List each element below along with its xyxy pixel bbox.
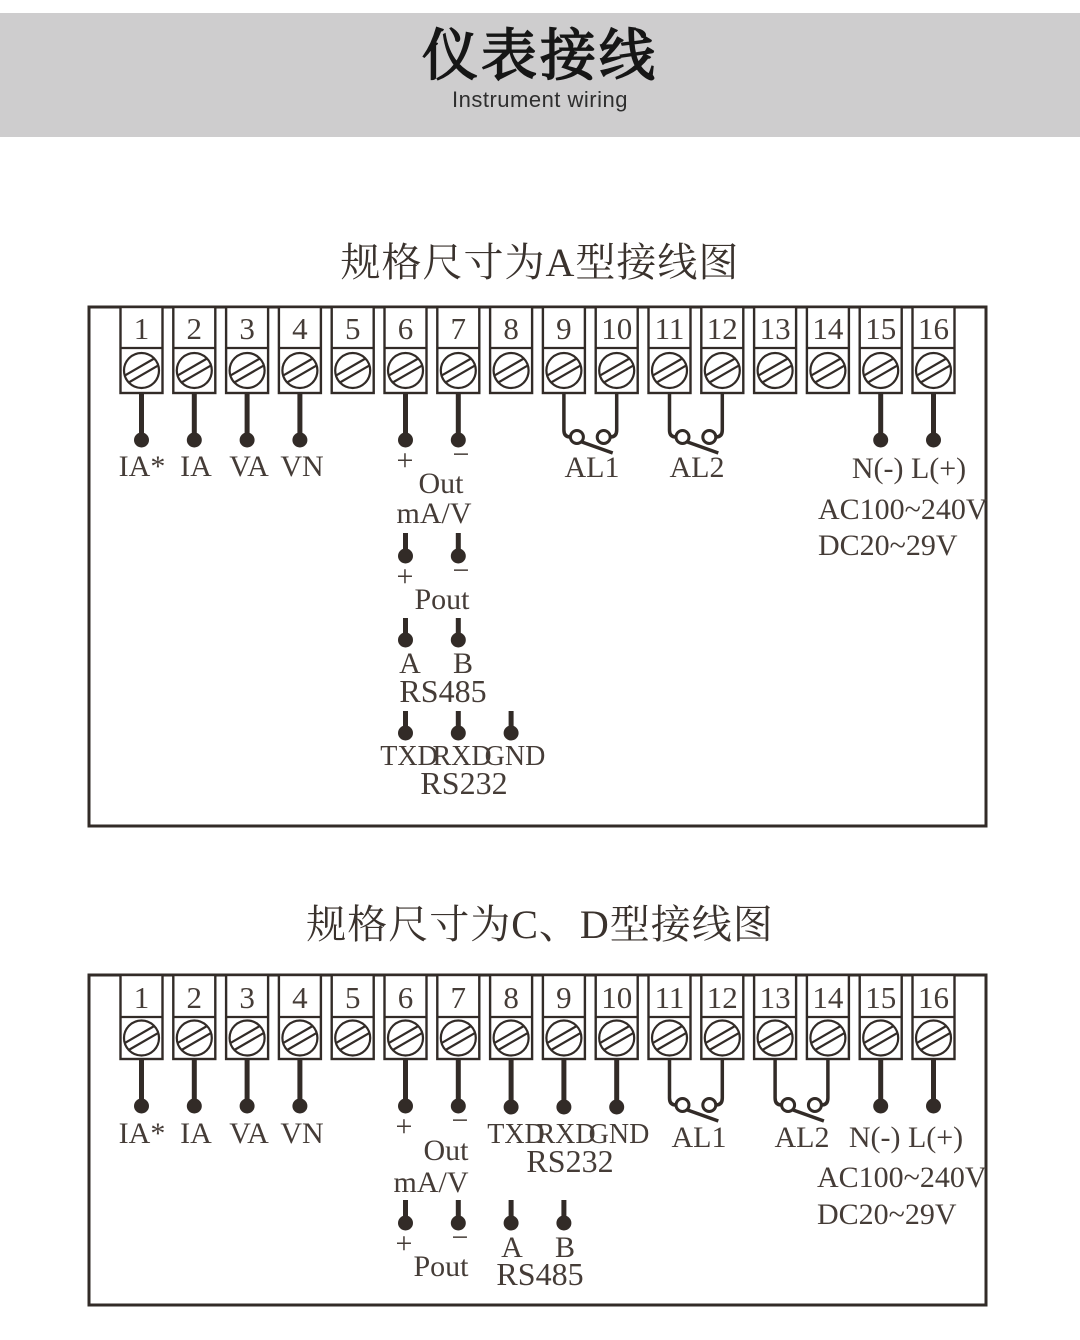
stub-dot <box>504 1216 519 1231</box>
label-pout-minus: − <box>452 554 470 587</box>
label-rs485-a: A <box>501 1231 523 1264</box>
terminal-number: 14 <box>812 980 844 1015</box>
label-power-terminals: N(-) L(+) <box>851 452 967 485</box>
label-dc-range: DC20~29V <box>817 1198 957 1231</box>
terminal-number: 1 <box>133 980 150 1015</box>
label-rs232: RS232 <box>526 1143 614 1179</box>
label-rxd: RXD <box>536 1119 596 1150</box>
label-rs485: RS485 <box>496 1256 584 1292</box>
label-rs232: RS232 <box>420 765 508 801</box>
relay-contact <box>808 1099 821 1112</box>
wire-dot <box>187 1099 202 1114</box>
label-out-plus: + <box>395 1110 413 1143</box>
terminal-number: 10 <box>601 980 633 1015</box>
terminal-number: 12 <box>706 311 738 346</box>
terminal-number: 6 <box>397 980 414 1015</box>
terminal-number: 5 <box>344 311 361 346</box>
terminal-number: 2 <box>186 311 203 346</box>
diagram-cd-title: 规格尺寸为C、D型接线图 <box>306 902 774 947</box>
label-al1: AL1 <box>671 1121 727 1154</box>
wire-dot <box>240 1099 255 1114</box>
label-pout: Pout <box>413 1250 469 1283</box>
terminal-number: 11 <box>654 980 685 1015</box>
relay-contact <box>703 1099 716 1112</box>
label-gnd: GND <box>588 1119 650 1150</box>
terminal-number: 4 <box>292 980 308 1015</box>
relay-contact <box>782 1099 795 1112</box>
label-out-plus: + <box>396 444 414 477</box>
terminal-number: 9 <box>556 980 572 1015</box>
terminal-number: 8 <box>503 311 519 346</box>
terminal-number: 13 <box>759 311 791 346</box>
terminal-number: 13 <box>759 980 791 1015</box>
terminal-number: 7 <box>450 311 467 346</box>
terminal-number: 15 <box>865 980 897 1015</box>
label-ia: IA <box>180 450 212 483</box>
label-al2: AL2 <box>774 1121 830 1154</box>
relay-wire <box>716 1059 723 1105</box>
terminal-number: 3 <box>239 311 255 346</box>
terminal-number: 5 <box>344 980 361 1015</box>
wire-dot <box>926 1099 941 1114</box>
label-txd: TXD <box>487 1119 545 1150</box>
relay-contact <box>676 1099 689 1112</box>
label-rs485: RS485 <box>399 673 487 709</box>
label-vn: VN <box>280 1117 324 1150</box>
label-ac-range: AC100~240V <box>817 1161 987 1194</box>
terminal-number: 8 <box>503 980 519 1015</box>
terminal-number: 3 <box>239 980 255 1015</box>
stub-dot <box>556 1216 571 1231</box>
terminal-number: 16 <box>918 311 949 346</box>
label-dc-range: DC20~29V <box>818 529 958 562</box>
label-out: Out <box>423 1134 469 1167</box>
terminal-number: 2 <box>186 980 203 1015</box>
label-ma-v: mA/V <box>393 1166 469 1199</box>
label-pout-plus: + <box>395 1227 413 1260</box>
relay-wire <box>821 1059 828 1105</box>
diagram-a-title: 规格尺寸为A型接线图 <box>340 240 740 285</box>
label-va: VA <box>229 450 269 483</box>
page-subtitle: Instrument wiring <box>451 86 628 112</box>
label-pout-minus: − <box>451 1221 469 1254</box>
wire-dot <box>134 1099 149 1114</box>
label-ac-range: AC100~240V <box>818 493 988 526</box>
terminal-number: 10 <box>601 311 633 346</box>
page-title: 仪表接线 <box>422 24 658 87</box>
terminal-number: 4 <box>292 311 308 346</box>
label-pout-plus: + <box>396 560 414 593</box>
terminal-number: 7 <box>450 980 467 1015</box>
label-al2: AL2 <box>669 451 725 484</box>
relay-wire <box>775 1059 782 1105</box>
label-power-terminals: N(-) L(+) <box>848 1121 964 1154</box>
wire-dot <box>504 1100 519 1115</box>
label-out: Out <box>418 467 464 500</box>
label-txd: TXD <box>380 741 438 772</box>
wire-dot <box>292 1099 307 1114</box>
label-rs485-b: B <box>554 1231 576 1264</box>
terminal-number: 6 <box>397 311 414 346</box>
label-ma-v: mA/V <box>396 497 472 530</box>
label-out-minus: − <box>452 438 470 471</box>
label-gnd: GND <box>484 741 546 772</box>
terminal-number: 15 <box>865 311 897 346</box>
label-rs485-a: A <box>399 647 421 680</box>
terminal-number: 12 <box>706 980 738 1015</box>
label-ia-star: IA* <box>118 450 166 483</box>
wire-dot <box>556 1100 571 1115</box>
label-ia: IA <box>180 1117 212 1150</box>
terminal-number: 9 <box>556 311 572 346</box>
label-al1: AL1 <box>564 451 620 484</box>
relay-wire <box>670 1059 677 1105</box>
terminal-number: 14 <box>812 311 844 346</box>
label-vn: VN <box>280 450 324 483</box>
label-va: VA <box>229 1117 269 1150</box>
terminal-number: 16 <box>918 980 949 1015</box>
wire-dot <box>873 1099 888 1114</box>
terminal-number: 11 <box>654 311 685 346</box>
wire-dot <box>609 1100 624 1115</box>
label-rs485-b: B <box>452 647 474 680</box>
label-rxd: RXD <box>432 741 492 772</box>
label-pout: Pout <box>414 583 470 616</box>
terminal-number: 1 <box>133 311 150 346</box>
label-ia-star: IA* <box>118 1117 166 1150</box>
label-out-minus: − <box>451 1104 469 1137</box>
